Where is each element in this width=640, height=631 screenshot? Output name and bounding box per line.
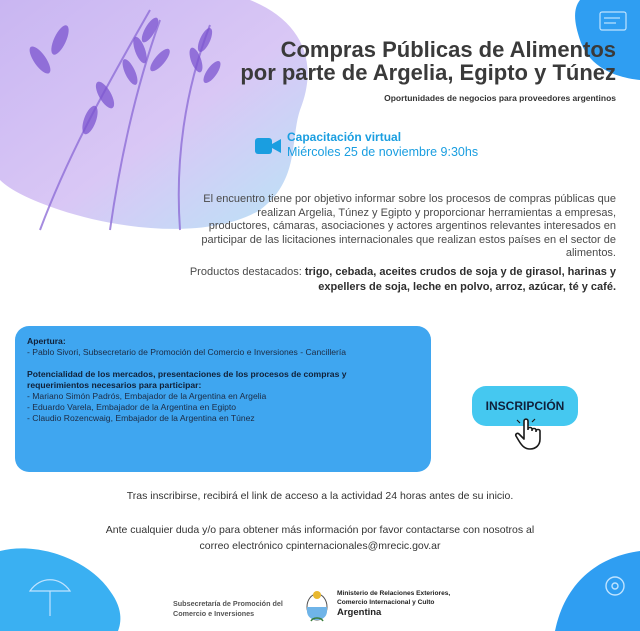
video-camera-icon: [255, 136, 281, 156]
opening-item: - Pablo Sivori, Subsecretario de Promoción del Comercio e Inversiones - Cancillería: [27, 347, 347, 357]
event-type: Capacitación virtual: [287, 130, 402, 144]
contact-email-line[interactable]: correo electrónico cpinternacionales@mrecic.gov.ar: [199, 540, 441, 552]
argentina-coat-of-arms-icon: [303, 587, 331, 623]
speaker-item: - Claudio Rozencwaig, Embajador de la Argentina en Túnez: [27, 413, 255, 423]
inscripcion-button[interactable]: INSCRIPCIÓN: [472, 386, 578, 426]
event-info: [255, 130, 478, 160]
ministry-line-1: Ministerio de Relaciones Exteriores,: [337, 590, 451, 597]
speaker-item: - Mariano Simón Padrós, Embajador de la Argentina en Argelia: [27, 391, 267, 401]
speaker-item: - Eduardo Varela, Embajador de la Argentina en Egipto: [27, 402, 237, 412]
potential-heading-line-2: requerimientos necesarios para participar:: [27, 380, 202, 390]
page-subtitle: Oportunidades de negocios para proveedores argentinos: [384, 93, 616, 103]
ministry-logo-text: [337, 590, 450, 619]
page-title: [240, 38, 616, 84]
title-line-2: por parte de Argelia, Egipto y Túnez: [240, 60, 616, 85]
featured-products-list: trigo, cebada, aceites crudos de soja y de girasol, harinas y expellers de soja, leche en polvo, arroz, azúcar, té y café.: [304, 266, 616, 293]
subsecretaria-line-1: Subsecretaría de Promoción del: [173, 599, 283, 608]
title-line-1: Compras Públicas de Alimentos: [280, 37, 616, 62]
potential-heading-line-1: Potencialidad de los mercados, presentaciones de los procesos de compras y: [27, 369, 347, 379]
ministry-line-2: Comercio Internacional y Culto: [337, 598, 435, 606]
featured-products-label: Productos destacados:: [189, 266, 302, 278]
opening-heading: Apertura:: [27, 336, 66, 346]
subsecretaria-line-2: Comercio e Inversiones: [173, 609, 255, 618]
ministry-country: Argentina: [337, 607, 382, 619]
access-info: Tras inscribirse, recibirá el link de acceso a la actividad 24 horas antes de su inicio.: [126, 490, 514, 502]
featured-products: [176, 265, 616, 295]
pointer-hand-icon: [514, 417, 544, 451]
contact-info: [60, 522, 580, 554]
contact-line-1: Ante cualquier duda y/o para obtener más información por favor contactarse con nosotros al: [105, 524, 535, 536]
decorative-blob-bottom-right: [530, 551, 640, 631]
event-description: El encuentro tiene por objetivo informar sobre los procesos de compras públicas que realizan Argelia, Túnez y Egipto y proporcionar herramientas a empresas, productores, cámaras, asociaciones y actores argentinos relevantes interesados en participar de las licitaciones internacionales que realizan estos países en el sector de alimentos.: [201, 193, 616, 260]
event-datetime: Miércoles 25 de noviembre 9:30hs: [287, 145, 479, 159]
subsecretaria-logo-text: [173, 599, 283, 619]
program-panel: [15, 326, 431, 472]
